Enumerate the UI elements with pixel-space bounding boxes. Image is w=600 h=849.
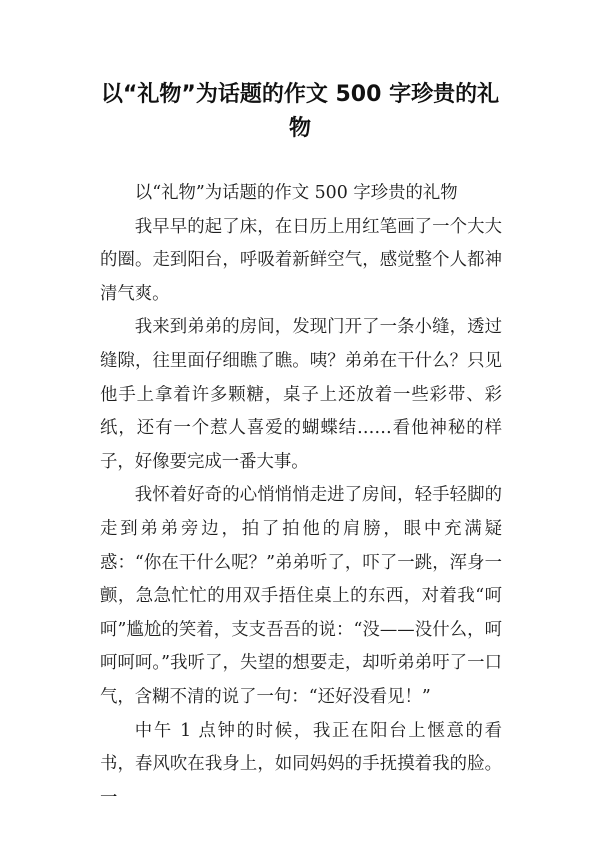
paragraph: 中午 1 点钟的时候，我正在阳台上惬意的看书，春风吹在我身上，如同妈妈的手抚摸着我的脸。一 [100, 720, 502, 808]
paragraph: 我来到弟弟的房间，发现门开了一条小缝，透过缝隙，往里面仔细瞧了瞧。咦？弟弟在干什么？只见他手上拿着许多颗糖，桌子上还放着一些彩带、彩纸，还有一个惹人喜爱的蝴蝶结……看他神秘的样子，好像要完成一番大事。 [100, 317, 502, 472]
paragraph: 我早早的起了床，在日历上用红笔画了一个大大的圈。走到阳台，呼吸着新鲜空气，感觉整个人都神清气爽。 [100, 216, 502, 304]
document-title: 以“礼物”为话题的作文 500 字珍贵的礼物 [100, 82, 500, 141]
document-body [100, 177, 502, 815]
paragraph: 以“礼物”为话题的作文 500 字珍贵的礼物 [134, 183, 458, 203]
paragraph: 我怀着好奇的心悄悄悄走进了房间，轻手轻脚的走到弟弟旁边，拍了拍他的肩膀，眼中充满疑惑：“你在干什么呢？”弟弟听了，吓了一跳，浑身一颤，急急忙忙的用双手捂住桌上的东西，对着我“呵呵”尴尬的笑着，支支吾吾的说：“没——没什么，呵呵呵呵。”我听了，失望的想要走，却听弟弟吁了一口气，含糊不清的说了一句：“还好没看见！” [100, 485, 502, 707]
